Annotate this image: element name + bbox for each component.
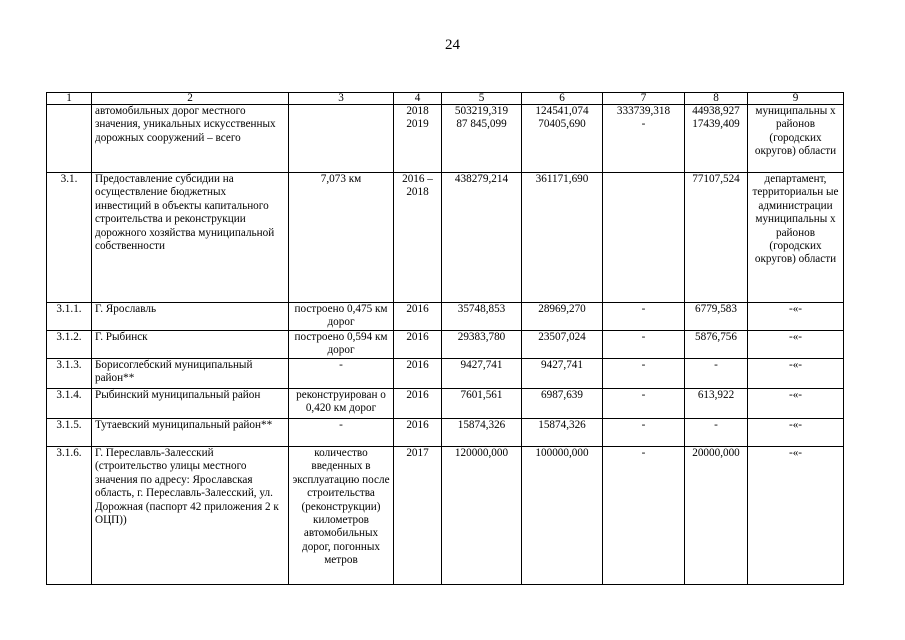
- row-number: 3.1.2.: [47, 331, 92, 359]
- row-total: 15874,326: [442, 419, 522, 447]
- row-description: Борисоглебский муниципальный район**: [92, 359, 289, 389]
- row-federal-budget: -: [603, 419, 685, 447]
- row-total: 35748,853: [442, 303, 522, 331]
- row-indicator: 7,073 км: [289, 173, 394, 303]
- row-executor: -«-: [748, 359, 844, 389]
- row-local-budget: -: [685, 419, 748, 447]
- row-number: 3.1.: [47, 173, 92, 303]
- row-years: 2016: [394, 303, 442, 331]
- header-cell: 9: [748, 93, 844, 105]
- row-local-budget: 20000,000: [685, 447, 748, 585]
- row-federal-budget: -: [603, 389, 685, 419]
- row-description: Тутаевский муниципальный район**: [92, 419, 289, 447]
- budget-table: [46, 92, 844, 585]
- row-number: [47, 105, 92, 173]
- row-description: Г. Рыбинск: [92, 331, 289, 359]
- row-description: автомобильных дорог местного значения, уникальных искусственных дорожных сооружений – всего: [92, 105, 289, 173]
- page-number: 24: [445, 37, 460, 53]
- row-local-budget: 6779,583: [685, 303, 748, 331]
- row-regional-budget: 100000,000: [522, 447, 603, 585]
- row-local-budget: 44938,927 17439,409: [685, 105, 748, 173]
- row-federal-budget: -: [603, 447, 685, 585]
- header-cell: 4: [394, 93, 442, 105]
- row-federal-budget: 333739,318 -: [603, 105, 685, 173]
- row-executor: -«-: [748, 303, 844, 331]
- row-federal-budget: -: [603, 303, 685, 331]
- row-regional-budget: 9427,741: [522, 359, 603, 389]
- row-regional-budget: 28969,270: [522, 303, 603, 331]
- row-regional-budget: 23507,024: [522, 331, 603, 359]
- row-indicator: [289, 105, 394, 173]
- row-executor: муниципальны х районов (городских округов) области: [748, 105, 844, 173]
- row-total: 438279,214: [442, 173, 522, 303]
- row-indicator: построено 0,475 км дорог: [289, 303, 394, 331]
- row-regional-budget: 6987,639: [522, 389, 603, 419]
- row-local-budget: -: [685, 359, 748, 389]
- header-cell: 5: [442, 93, 522, 105]
- header-cell: 2: [92, 93, 289, 105]
- row-indicator: -: [289, 359, 394, 389]
- row-years: 2016: [394, 389, 442, 419]
- row-description: Предоставление субсидии на осуществление бюджетных инвестиций в объекты капитального строительства и реконструкции дорожного хозяйства муниципальной собственности: [92, 173, 289, 303]
- row-years: 2016: [394, 331, 442, 359]
- row-regional-budget: 124541,074 70405,690: [522, 105, 603, 173]
- row-years: 2016: [394, 359, 442, 389]
- row-executor: -«-: [748, 419, 844, 447]
- table-row: [47, 331, 844, 359]
- table-row: [47, 359, 844, 389]
- header-cell: 6: [522, 93, 603, 105]
- row-number: 3.1.6.: [47, 447, 92, 585]
- row-number: 3.1.3.: [47, 359, 92, 389]
- table-row: [47, 105, 844, 173]
- row-description: Г. Ярославль: [92, 303, 289, 331]
- table-header-row: [47, 93, 844, 105]
- row-federal-budget: -: [603, 331, 685, 359]
- header-cell: 7: [603, 93, 685, 105]
- header-cell: 1: [47, 93, 92, 105]
- row-federal-budget: [603, 173, 685, 303]
- row-years: 2017: [394, 447, 442, 585]
- row-indicator: количество введенных в эксплуатацию после строительства (реконструкции) километров автомобильных дорог, погонных метров: [289, 447, 394, 585]
- row-total: 503219,319 87 845,099: [442, 105, 522, 173]
- row-executor: -«-: [748, 447, 844, 585]
- row-executor: -«-: [748, 389, 844, 419]
- row-total: 7601,561: [442, 389, 522, 419]
- row-federal-budget: -: [603, 359, 685, 389]
- row-years: 2018 2019: [394, 105, 442, 173]
- table-row: [47, 447, 844, 585]
- row-description: Г. Переславль-Залесский (строительство улицы местного значения по адресу: Ярославская область, г. Переславль-Залесский, ул. Дорожная (паспорт 42 приложения 2 к ОЦП)): [92, 447, 289, 585]
- row-regional-budget: 361171,690: [522, 173, 603, 303]
- row-years: 2016 – 2018: [394, 173, 442, 303]
- row-years: 2016: [394, 419, 442, 447]
- row-description: Рыбинский муниципальный район: [92, 389, 289, 419]
- row-executor: -«-: [748, 331, 844, 359]
- row-indicator: -: [289, 419, 394, 447]
- row-indicator: реконструирован о 0,420 км дорог: [289, 389, 394, 419]
- header-cell: 8: [685, 93, 748, 105]
- table-row: [47, 303, 844, 331]
- row-indicator: построено 0,594 км дорог: [289, 331, 394, 359]
- row-local-budget: 5876,756: [685, 331, 748, 359]
- header-cell: 3: [289, 93, 394, 105]
- row-regional-budget: 15874,326: [522, 419, 603, 447]
- row-local-budget: 77107,524: [685, 173, 748, 303]
- row-number: 3.1.1.: [47, 303, 92, 331]
- row-executor: департамент, территориальн ые администрации муниципальны х районов (городских округов) области: [748, 173, 844, 303]
- row-total: 120000,000: [442, 447, 522, 585]
- table-row: [47, 419, 844, 447]
- table-row: [47, 389, 844, 419]
- row-number: 3.1.5.: [47, 419, 92, 447]
- row-local-budget: 613,922: [685, 389, 748, 419]
- row-number: 3.1.4.: [47, 389, 92, 419]
- table-row: [47, 173, 844, 303]
- row-total: 29383,780: [442, 331, 522, 359]
- row-total: 9427,741: [442, 359, 522, 389]
